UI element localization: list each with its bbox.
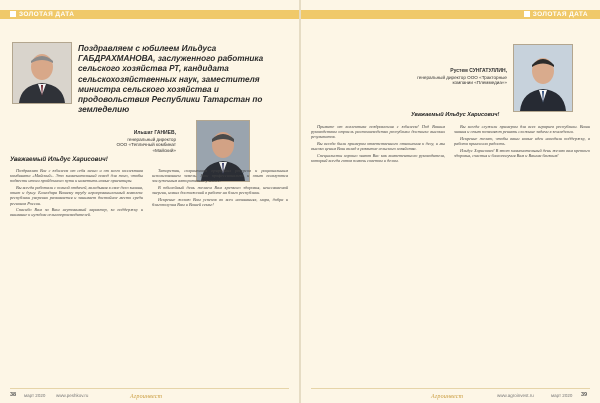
paragraph: Татарстан, сохранением природных ресурсов и рациональным использованием земель. Ваш профессионализм и опыт пользуются заслуженным авторитетом у коллег. — [152, 168, 288, 184]
portrait-photo-gabdrakhmanov — [12, 42, 72, 104]
paragraph: Поздравляю Вас с юбилеем от себя лично и от всего коллектива комбината «Майский». Это знаменательный повод для того, чтобы подвести итоги пройденного пути и наметить новые ориентиры. — [10, 168, 143, 184]
right-page — [301, 0, 600, 403]
left-column-2 — [152, 168, 288, 380]
footer-divider — [311, 388, 590, 389]
footer-divider — [10, 388, 289, 389]
author-sungatullin — [397, 68, 507, 86]
left-column-1 — [10, 168, 143, 380]
paragraph: Ильдус Харисович! В этот знаменательный день желаю вам крепкого здоровья, счастья и благополучия Вам и Вашим близким! — [454, 147, 590, 158]
footer-site: www.peshkov.ru — [56, 393, 89, 398]
paragraph: Примите от коллектива поздравления с юбилеем! Под Вашим руководством отрасль растениеводства республики достигла высоких результатов. — [311, 124, 445, 140]
author-position: генеральный директор — [127, 136, 176, 142]
footer-logo: Агроинвест — [130, 394, 163, 400]
paragraph: Вы всегда были примером ответственного отношения к делу, и мы высоко ценим Ваш вклад в развитие сельского хозяйства. — [311, 141, 445, 152]
left-rubric: ЗОЛОТАЯ ДАТА — [10, 10, 74, 19]
footer-date: март 2020 — [551, 393, 573, 398]
author-name: Ильшат ГАНИЕВ, — [133, 130, 176, 136]
portrait-photo-sungatullin — [513, 44, 573, 112]
page-number: 38 — [10, 392, 17, 398]
footer-site: www.agroinvest.ru — [497, 393, 534, 398]
footer-logo: Агроинвест — [431, 394, 464, 400]
left-page — [0, 0, 299, 403]
page-number: 39 — [581, 392, 588, 398]
portrait-gabdrakhmanov-icon — [13, 43, 71, 103]
paragraph: Спасибо Вам за Ваш неутомимый характер, за поддержку и внимание к нуждам сельхозпроизводителей. — [10, 207, 143, 218]
greeting: Уважаемый Ильдус Харисович! — [10, 156, 108, 163]
right-column-2 — [454, 124, 590, 380]
rubric-square-icon — [10, 11, 16, 17]
author-name: Рустем СУНГАТУЛЛИН, — [450, 68, 507, 74]
headline: Поздравляем с юбилеем Ильдуса ГАБДРАХМАНОВА, заслуженного работника сельского хозяйства РТ, кандидата сельскохозяйственных наук, заместителя министра сельского хозяйства и продовольствия Республики Татарстан по земледелию — [78, 44, 264, 115]
greeting: Уважаемый Ильдус Харисович! — [411, 112, 500, 118]
paragraph: Специалисты хорошо знают Вас как компетентного руководителя, который всегда готов помочь советом и делом. — [311, 152, 445, 163]
author-company: ООО «Тепличный комбинат «Майский» — [116, 142, 176, 153]
paragraph: В юбилейный день желаем Вам крепкого здоровья, неиссякаемой энергии, новых достижений в работе на благо республики. — [152, 185, 288, 196]
rubric-square-icon — [524, 11, 530, 17]
right-rubric: ЗОЛОТАЯ ДАТА — [524, 10, 588, 19]
paragraph: Вы всегда работали с полной отдачей, вкладывая в свое дело знания, опыт и душу. Благодаря Вашему труду агропромышленный комплекс республики уверенно развивается и занимает достойное место среди регионов России. — [10, 185, 143, 206]
paragraph: Искренне желаю, чтобы ваши новые идеи находили поддержку, а работа приносила радость. — [454, 135, 590, 146]
paragraph: Вы всегда служили примером для всех аграриев республики. Ваши знания и опыт позволяют решать сложные задачи в земледелии. — [454, 124, 590, 135]
portrait-sungatullin-icon — [514, 45, 572, 111]
author-position: генеральный директор ООО «Тракторные — [417, 74, 507, 80]
author-ganiev — [100, 130, 176, 153]
author-company: компании «Племмедиа»» — [452, 80, 507, 86]
right-column-1 — [311, 124, 445, 380]
footer-date: март 2020 — [24, 393, 46, 398]
paragraph: Искренне желаю Вам успехов во всех начинаниях, мира, добра и благополучия Вам и Вашей семье! — [152, 196, 288, 207]
